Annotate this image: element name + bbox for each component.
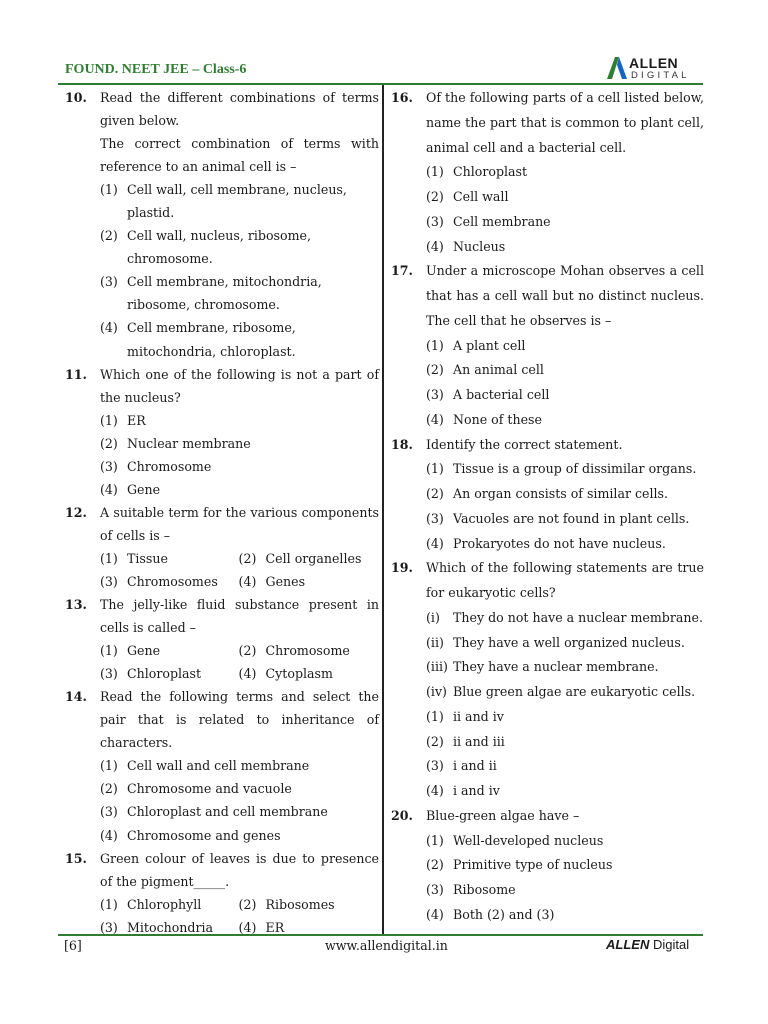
- option-number: (3): [100, 274, 118, 290]
- question-number: 15.: [65, 850, 87, 866]
- option-number: (2): [238, 896, 257, 912]
- option-text: Gene: [127, 643, 161, 659]
- answer-option[interactable]: [239, 916, 379, 939]
- answer-option[interactable]: [426, 383, 704, 408]
- question-text: [100, 685, 379, 754]
- option-text: Cytoplasm: [265, 666, 333, 682]
- option-text: Chloroplast: [127, 666, 202, 682]
- option-text: Ribosome: [453, 882, 516, 897]
- option-number: (3): [426, 387, 444, 402]
- answer-option[interactable]: [239, 639, 379, 662]
- option-number: (4): [238, 919, 257, 935]
- option-row: [100, 893, 379, 916]
- option-number: (3): [100, 666, 118, 682]
- option-number: (1): [100, 550, 118, 566]
- option-number: (3): [100, 804, 118, 820]
- option-number: (1): [426, 708, 444, 724]
- question-text-line: The correct combination of terms with reference to an animal cell is –: [100, 136, 379, 175]
- option-number: (ii): [426, 634, 444, 650]
- question-item: [388, 556, 704, 804]
- option-row: [100, 916, 379, 939]
- option-text: Blue green algae are eukaryotic cells.: [453, 684, 696, 699]
- answer-option[interactable]: [426, 853, 704, 878]
- option-number: (iv): [426, 684, 447, 699]
- question-item: [62, 685, 379, 846]
- answer-option[interactable]: [239, 893, 379, 916]
- question-number: 18.: [391, 436, 413, 452]
- question-item: [388, 86, 704, 259]
- option-row: [100, 570, 379, 593]
- option-text: Cell wall, nucleus, ribosome, chromosome.: [127, 228, 311, 267]
- option-number: (3): [426, 758, 444, 774]
- option-text: Cell membrane, mitochondria, ribosome, chromosome.: [127, 274, 322, 313]
- option-text: An organ consists of similar cells.: [453, 486, 669, 501]
- option-number: (2): [426, 733, 444, 749]
- question-text-line: Read the different combinations of terms given below.: [100, 90, 379, 129]
- question-text: [426, 556, 704, 606]
- option-text: They have a well organized nucleus.: [453, 634, 685, 650]
- option-text: Cell membrane: [453, 213, 551, 229]
- question-number: 11.: [65, 366, 87, 382]
- question-number: 10.: [65, 90, 87, 105]
- footer-brand-bold: ALLEN: [606, 937, 650, 952]
- question-text: [100, 363, 379, 409]
- option-text: Genes: [265, 573, 306, 589]
- question-item: [62, 593, 379, 685]
- answer-option[interactable]: [426, 334, 704, 359]
- option-text: They have a nuclear membrane.: [453, 659, 659, 675]
- answer-option[interactable]: [100, 409, 379, 432]
- option-text: Cell wall: [453, 189, 509, 204]
- option-text: Cell wall, cell membrane, nucleus, plastid.: [127, 182, 347, 221]
- answer-option[interactable]: [426, 507, 704, 532]
- option-number: (3): [100, 919, 118, 935]
- option-number: (4): [100, 320, 118, 336]
- option-number: (2): [100, 781, 118, 797]
- answer-option[interactable]: [100, 824, 379, 847]
- answer-option[interactable]: [239, 570, 379, 593]
- footer-url[interactable]: www.allendigital.in: [325, 938, 448, 953]
- answer-option[interactable]: [100, 547, 239, 570]
- option-number: (1): [426, 164, 444, 180]
- answer-option[interactable]: [239, 662, 379, 685]
- answer-option[interactable]: [100, 662, 239, 685]
- option-text: Primitive type of nucleus: [453, 857, 613, 873]
- answer-option[interactable]: [426, 457, 704, 482]
- option-text: An animal cell: [453, 362, 544, 378]
- answer-option[interactable]: [100, 570, 239, 593]
- option-text: ii and iii: [453, 733, 505, 749]
- header-rule: [58, 83, 703, 85]
- option-number: (1): [100, 758, 118, 774]
- question-text-line: The jelly-like fluid substance present in cells is called –: [100, 597, 379, 636]
- question-text: [426, 86, 704, 160]
- answer-option[interactable]: [426, 705, 704, 730]
- option-number: (4): [238, 573, 257, 589]
- answer-option[interactable]: [100, 777, 379, 800]
- answer-option[interactable]: [100, 639, 239, 662]
- option-number: (i): [426, 609, 440, 625]
- question-item: [388, 433, 704, 557]
- question-item: [62, 363, 379, 501]
- answer-option[interactable]: [426, 408, 704, 433]
- option-text: Ribosomes: [265, 896, 335, 912]
- allen-logo: [607, 55, 707, 85]
- footer-brand-rest: Digital: [649, 937, 690, 952]
- option-text: Nucleus: [453, 238, 506, 254]
- answer-option[interactable]: [100, 316, 379, 362]
- option-number: (3): [426, 882, 444, 897]
- option-number: (4): [100, 481, 118, 497]
- question-text: [100, 847, 379, 893]
- option-text: Chromosome: [127, 458, 212, 474]
- logo-sub: DIGITAL: [631, 70, 690, 81]
- page-number: [6]: [64, 938, 82, 953]
- option-text: Chromosomes: [127, 573, 218, 589]
- option-number: (2): [100, 435, 118, 451]
- answer-option[interactable]: [100, 178, 379, 224]
- option-text: Vacuoles are not found in plant cells.: [453, 510, 690, 526]
- question-text: [100, 501, 379, 547]
- question-text-line: Of the following parts of a cell listed below, name the part that is common to plant cell, animal cell and a bacterial cell.: [426, 90, 704, 155]
- option-number: (4): [426, 906, 444, 922]
- option-number: (4): [426, 411, 444, 427]
- question-text-line: Which one of the following is not a part of the nucleus?: [100, 366, 379, 405]
- question-text-line: Identify the correct statement.: [426, 436, 623, 452]
- option-row: [100, 547, 379, 570]
- option-number: (1): [100, 182, 118, 198]
- option-text: Chloroplast: [453, 164, 528, 180]
- option-text: ER: [265, 919, 285, 935]
- answer-option[interactable]: [100, 893, 239, 916]
- option-number: (2): [426, 486, 444, 501]
- option-number: (3): [426, 510, 444, 526]
- footer-brand: [606, 937, 689, 953]
- option-number: (2): [426, 857, 444, 873]
- option-number: (3): [426, 213, 444, 229]
- question-text-line: Blue-green algae have –: [426, 807, 580, 823]
- option-text: i and ii: [453, 758, 497, 774]
- option-text: Cell organelles: [265, 550, 362, 566]
- option-text: Chromosome: [265, 643, 350, 659]
- option-text: ER: [127, 412, 146, 428]
- answer-option[interactable]: [426, 829, 704, 854]
- question-number: 13.: [65, 597, 87, 613]
- option-row: [100, 639, 379, 662]
- option-number: (2): [426, 189, 444, 204]
- answer-option[interactable]: [426, 754, 704, 779]
- question-item: [62, 86, 379, 363]
- left-column: [62, 86, 379, 939]
- option-text: Tissue: [127, 550, 168, 566]
- option-text: Cell wall and cell membrane: [127, 758, 310, 774]
- question-number: 20.: [391, 807, 413, 823]
- option-text: Well-developed nucleus: [453, 832, 604, 848]
- question-number: 17.: [391, 263, 413, 279]
- question-item: [388, 259, 704, 432]
- option-number: (2): [426, 362, 444, 378]
- option-number: (4): [426, 535, 444, 551]
- option-number: (1): [426, 832, 444, 848]
- option-number: (2): [100, 228, 118, 244]
- option-number: (3): [100, 458, 118, 474]
- answer-option[interactable]: [426, 903, 704, 928]
- answer-option[interactable]: [426, 160, 704, 185]
- question-number: 14.: [65, 689, 87, 705]
- page-title: FOUND. NEET JEE – Class-6: [65, 62, 247, 77]
- option-text: ii and iv: [453, 708, 504, 724]
- option-text: Nuclear membrane: [127, 435, 251, 451]
- option-number: (1): [426, 461, 444, 477]
- option-text: Gene: [127, 481, 161, 497]
- option-text: Cell membrane, ribosome, mitochondria, chloroplast.: [127, 320, 296, 359]
- question-text: [426, 804, 704, 829]
- option-number: (2): [238, 643, 257, 659]
- right-column: [388, 86, 704, 928]
- option-number: (1): [100, 412, 118, 428]
- option-text: A bacterial cell: [453, 387, 550, 402]
- answer-option[interactable]: [426, 680, 704, 705]
- option-number: (3): [100, 573, 118, 589]
- answer-option[interactable]: [426, 606, 704, 631]
- answer-option[interactable]: [100, 270, 379, 316]
- question-item: [62, 847, 379, 939]
- logo-word: ALLEN: [629, 55, 679, 71]
- option-text: Both (2) and (3): [453, 906, 555, 922]
- option-number: (2): [238, 550, 257, 566]
- answer-option[interactable]: [100, 478, 379, 501]
- question-number: 12.: [65, 504, 87, 520]
- option-number: (4): [238, 666, 257, 682]
- option-text: Chromosome and genes: [127, 827, 281, 843]
- option-text: Chloroplast and cell membrane: [127, 804, 328, 820]
- question-text: [100, 86, 379, 178]
- option-text: Chromosome and vacuole: [127, 781, 292, 797]
- answer-option[interactable]: [426, 235, 704, 260]
- answer-option[interactable]: [100, 754, 379, 777]
- option-number: (1): [426, 337, 444, 353]
- answer-option[interactable]: [426, 482, 704, 507]
- option-text: i and iv: [453, 783, 500, 798]
- option-text: Chlorophyll: [127, 896, 202, 912]
- question-text: [100, 593, 379, 639]
- answer-option[interactable]: [426, 779, 704, 804]
- option-text: Tissue is a group of dissimilar organs.: [453, 461, 697, 477]
- option-number: (1): [100, 896, 118, 912]
- option-text: A plant cell: [453, 337, 526, 353]
- column-divider: [382, 85, 384, 934]
- option-number: (4): [426, 783, 444, 798]
- answer-option[interactable]: [100, 432, 379, 455]
- answer-option[interactable]: [100, 916, 239, 939]
- question-number: 16.: [391, 90, 413, 105]
- option-text: They do not have a nuclear membrane.: [453, 609, 703, 625]
- answer-option[interactable]: [100, 800, 379, 823]
- answer-option[interactable]: [426, 878, 704, 903]
- question-item: [62, 501, 379, 593]
- question-item: [388, 804, 704, 928]
- answer-option[interactable]: [426, 631, 704, 656]
- question-text-line: Green colour of leaves is due to presence of the pigment_____.: [100, 850, 379, 889]
- option-row: [100, 662, 379, 685]
- allen-logo-icon: [607, 57, 627, 79]
- answer-option[interactable]: [426, 358, 704, 383]
- answer-option[interactable]: [100, 224, 379, 270]
- question-text-line: Read the following terms and select the pair that is related to inheritance of characters.: [100, 689, 379, 751]
- answer-option[interactable]: [239, 547, 379, 570]
- answer-option[interactable]: [426, 532, 704, 557]
- option-number: (iii): [426, 659, 448, 675]
- option-number: (1): [100, 643, 118, 659]
- question-text: [426, 259, 704, 333]
- option-number: (4): [426, 238, 444, 254]
- question-text-line: A suitable term for the various components of cells is –: [100, 504, 379, 543]
- question-text-line: Under a microscope Mohan observes a cell that has a cell wall but no distinct nucleus. The cell that he observes is –: [426, 263, 704, 328]
- question-number: 19.: [391, 560, 413, 576]
- answer-option[interactable]: [100, 455, 379, 478]
- question-text-line: Which of the following statements are true for eukaryotic cells?: [426, 560, 704, 600]
- answer-option[interactable]: [426, 655, 704, 680]
- option-text: None of these: [453, 411, 542, 427]
- answer-option[interactable]: [426, 730, 704, 755]
- option-number: (4): [100, 827, 118, 843]
- option-text: Mitochondria: [127, 919, 214, 935]
- option-text: Prokaryotes do not have nucleus.: [453, 535, 666, 551]
- answer-option[interactable]: [426, 185, 704, 210]
- question-text: [426, 433, 704, 458]
- answer-option[interactable]: [426, 210, 704, 235]
